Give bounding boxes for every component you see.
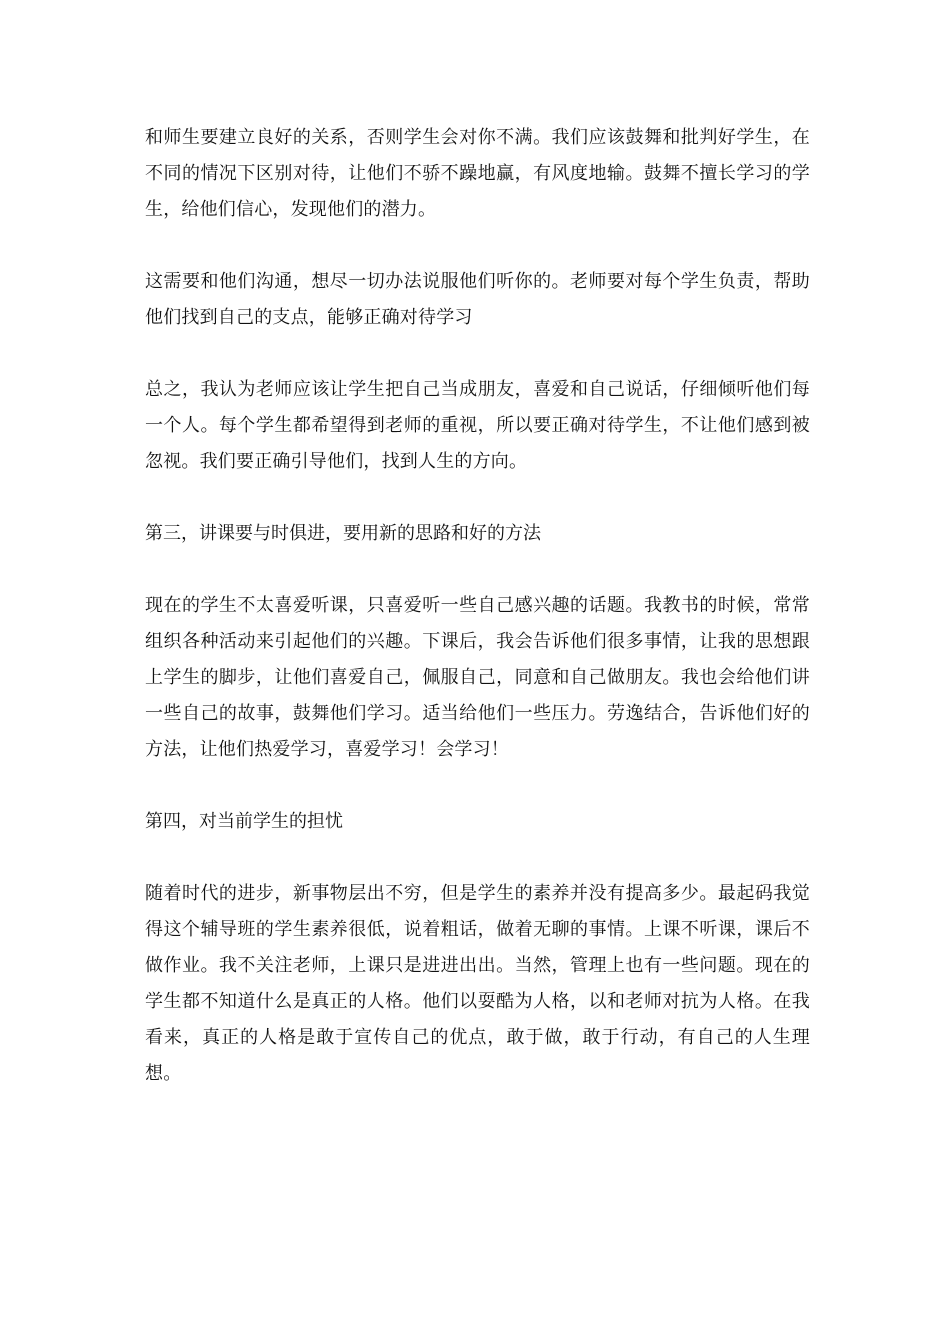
section-heading-fourth: 第四，对当前学生的担忧 bbox=[145, 811, 343, 832]
paragraph-student-concerns: 随着时代的进步，新事物层出不穷，但是学生的素养并没有提高多少。最起码我觉得这个辅导班的学生素养很低，说着粗话，做着无聊的事情。上课不听课，课后不做作业。我不关注老师，上课只是进进出出。当然，管理上也有一些问题。现在的学生都不知道什么是真正的人格。他们以耍酷为人格，以和老师对抗为人格。在我看来，真正的人格是敢于宣传自己的优点，敢于做，敢于行动，有自己的人生理想。 bbox=[145, 883, 810, 1084]
paragraph-communication: 这需要和他们沟通，想尽一切办法说服他们听你的。老师要对每个学生负责，帮助他们找到自己的支点，能够正确对待学习 bbox=[145, 271, 810, 328]
paragraph-teaching-methods: 现在的学生不太喜爱听课，只喜爱听一些自己感兴趣的话题。我教书的时候，常常组织各种活动来引起他们的兴趣。下课后，我会告诉他们很多事情，让我的思想跟上学生的脚步，让他们喜爱自己，佩服自己，同意和自己做朋友。我也会给他们讲一些自己的故事，鼓舞他们学习。适当给他们一些压力。劳逸结合，告诉他们好的方法，让他们热爱学习，喜爱学习！会学习！ bbox=[145, 595, 810, 760]
document-body bbox=[145, 120, 810, 1128]
section-heading-third: 第三，讲课要与时俱进，要用新的思路和好的方法 bbox=[145, 523, 541, 544]
paragraph-teacher-student-relationship: 和师生要建立良好的关系，否则学生会对你不满。我们应该鼓舞和批判好学生，在不同的情况下区别对待，让他们不骄不躁地赢，有风度地输。鼓舞不擅长学习的学生，给他们信心，发现他们的潜力。 bbox=[145, 127, 810, 220]
paragraph-summary: 总之，我认为老师应该让学生把自己当成朋友，喜爱和自己说话，仔细倾听他们每一个人。每个学生都希望得到老师的重视，所以要正确对待学生，不让他们感到被忽视。我们要正确引导他们，找到人生的方向。 bbox=[145, 379, 810, 472]
